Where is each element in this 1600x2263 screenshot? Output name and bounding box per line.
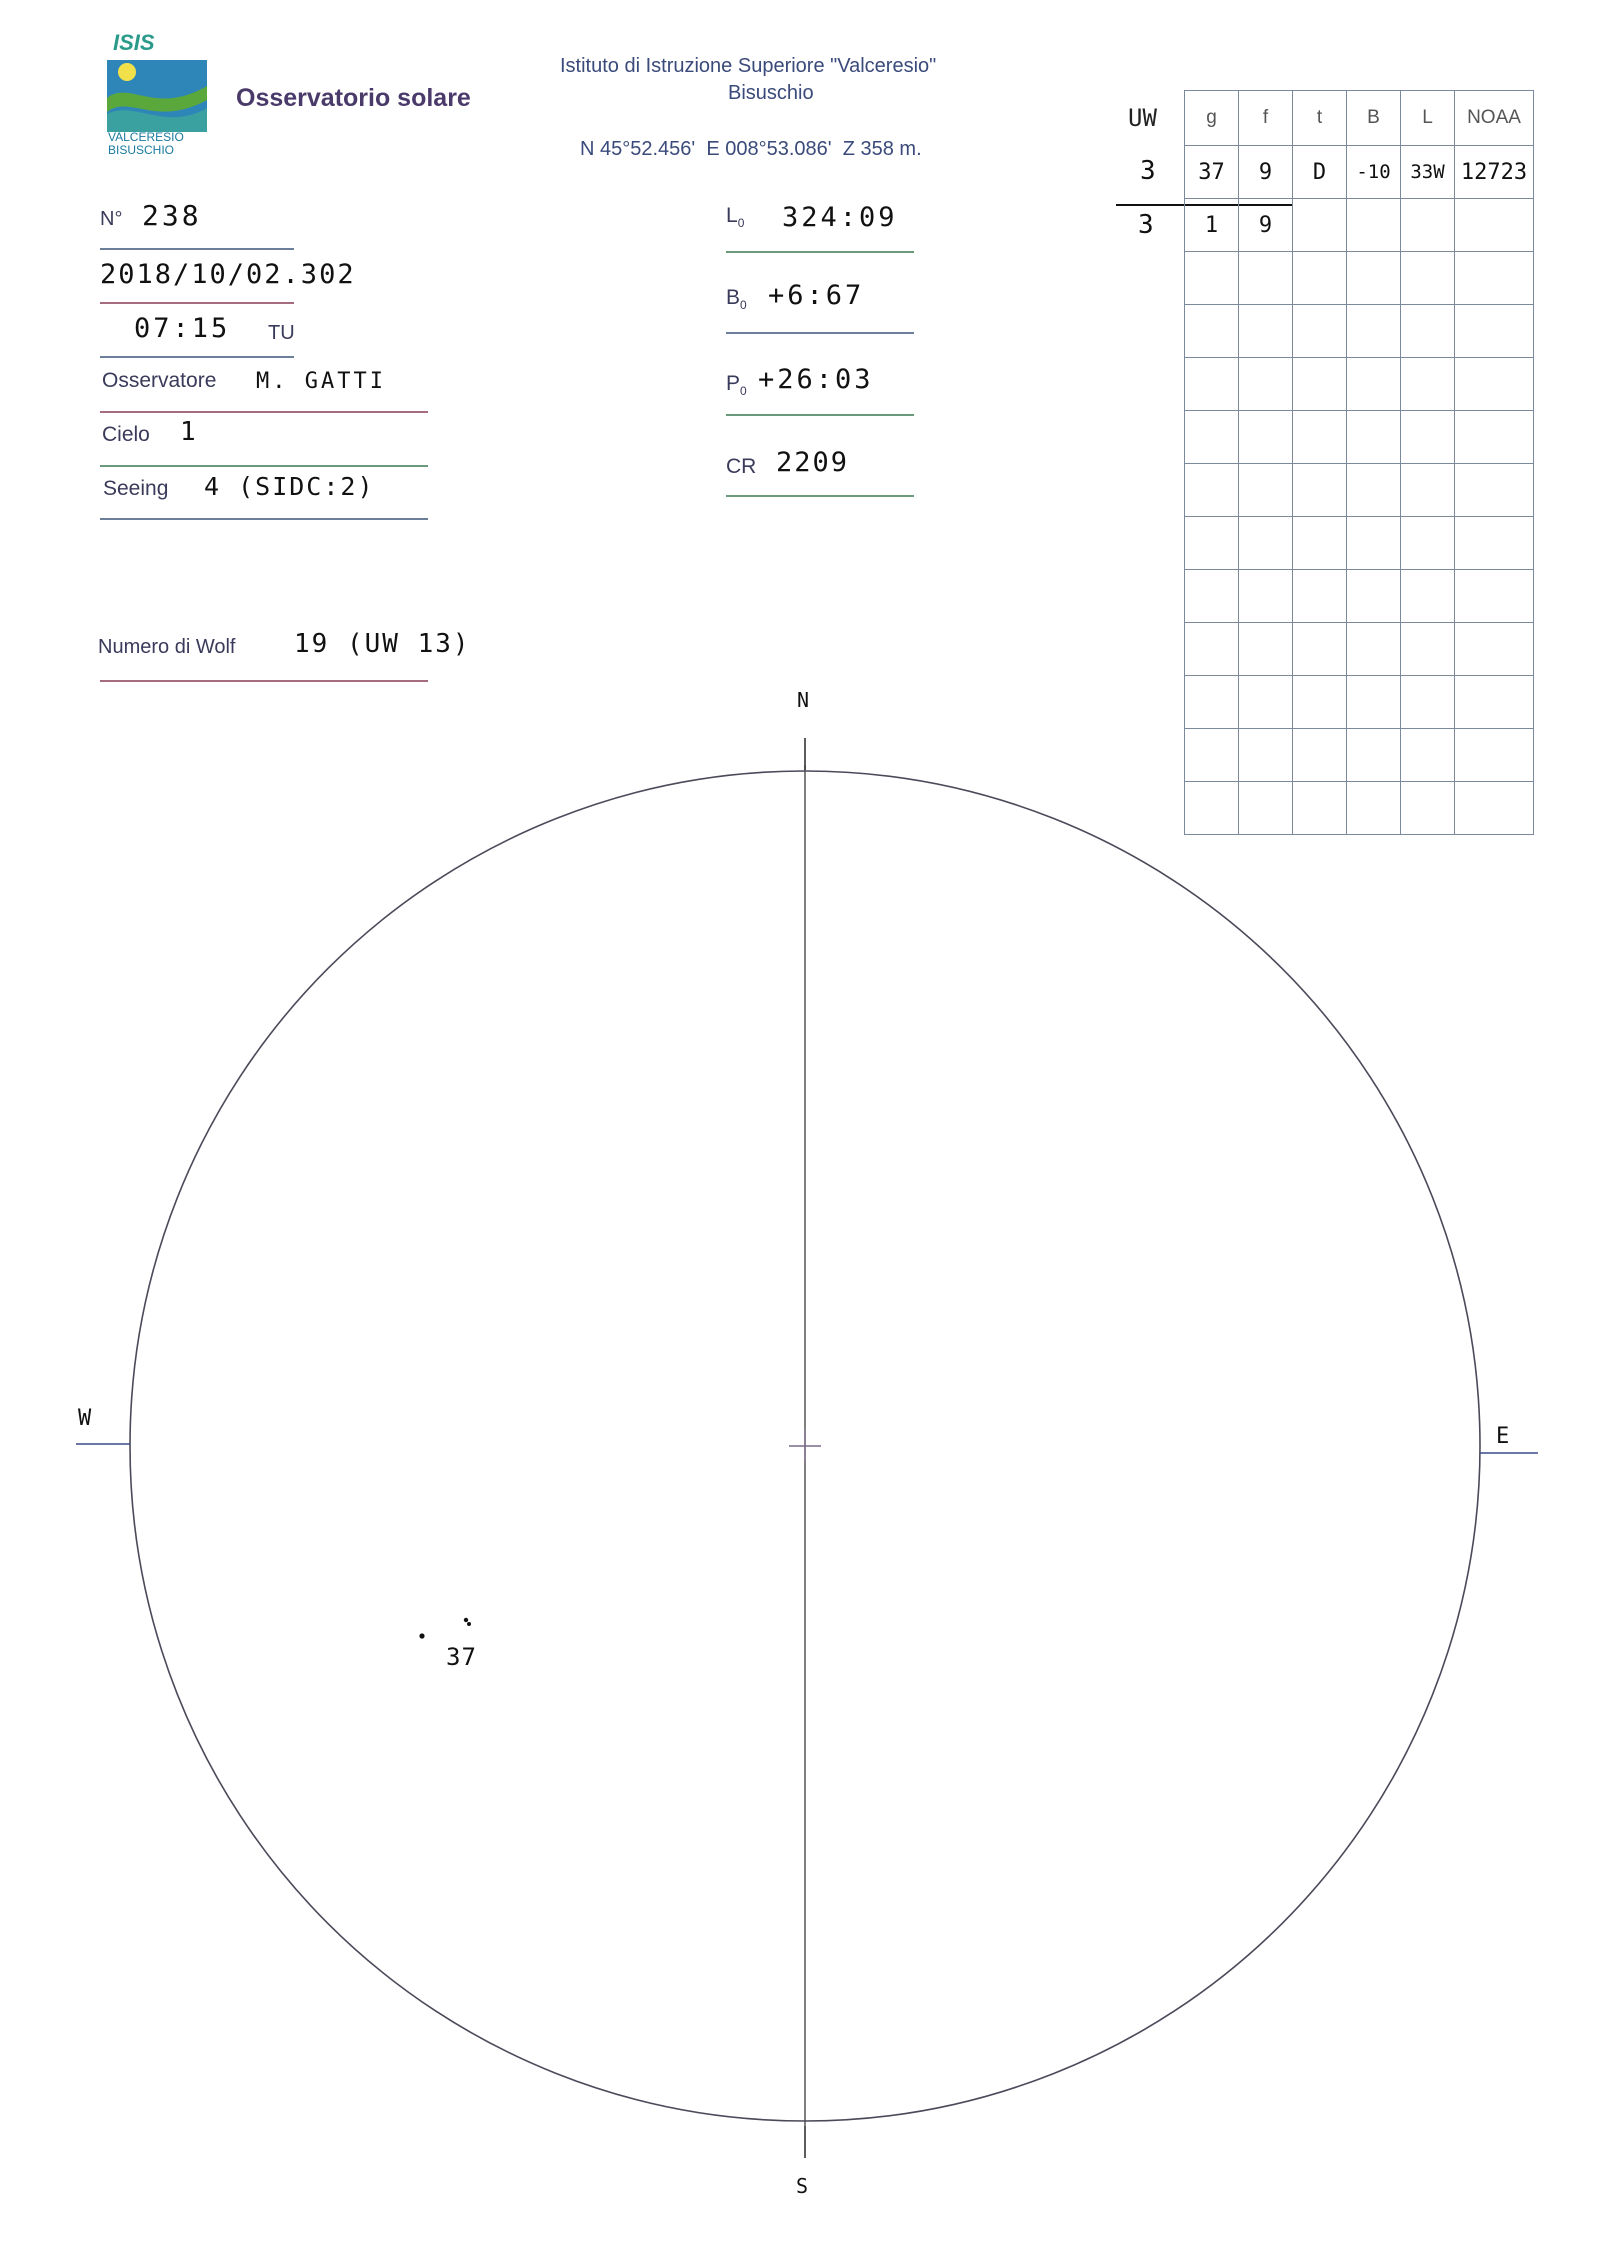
b0-subscript: 0: [740, 298, 747, 313]
table-header-cell: t: [1293, 91, 1347, 146]
table-cell: 9: [1239, 199, 1293, 252]
b0-value: +6:67: [768, 280, 865, 311]
p0-letter: P: [726, 372, 741, 395]
l0-subscript: 0: [737, 216, 745, 231]
west-label: W: [78, 1406, 95, 1431]
table-cell: 1: [1185, 199, 1239, 252]
number-label: N°: [100, 208, 123, 230]
table-cell: 12723: [1455, 146, 1534, 199]
l0-value: 324:09: [782, 202, 898, 233]
date-value: 2018/10/02.302: [100, 259, 356, 290]
observer-value: M. GATTI: [256, 369, 386, 394]
cr-value: 2209: [776, 447, 850, 478]
p0-value: +26:03: [758, 364, 874, 395]
coordinates: N 45°52.456' E 008°53.086' Z 358 m.: [580, 138, 922, 160]
table-cell: 37: [1185, 146, 1239, 199]
cr-label: CR: [726, 455, 757, 478]
institute-town: Bisuschio: [728, 82, 814, 104]
p0-subscript: 0: [740, 384, 747, 399]
logo-text-mark: ISIS: [113, 30, 155, 55]
sky-value: 1: [180, 417, 199, 447]
seeing-value: 4 (SIDC:2): [204, 472, 375, 501]
table-cell: 9: [1239, 146, 1293, 199]
sunspot: [467, 1622, 471, 1626]
logo-sub1: VALCERESIO: [108, 130, 184, 144]
uw-header: UW: [1128, 104, 1157, 132]
table-cell: D: [1293, 146, 1347, 199]
sunspot: [464, 1618, 468, 1622]
east-label: E: [1496, 1424, 1513, 1449]
observer-label: Osservatore: [102, 369, 217, 392]
table-header-cell: f: [1239, 91, 1293, 146]
table-header-cell: B: [1347, 91, 1401, 146]
time-unit: TU: [268, 322, 295, 344]
institute-name: Istituto di Istruzione Superiore "Valceresio": [560, 55, 937, 77]
table-header-cell: NOAA: [1455, 91, 1534, 146]
table-header-cell: g: [1185, 91, 1239, 146]
number-value: 238: [142, 199, 202, 232]
north-label: N: [797, 688, 813, 712]
uw-row-1: 3: [1140, 156, 1156, 186]
seeing-label: Seeing: [103, 477, 169, 500]
b0-letter: B: [726, 286, 741, 309]
table-header-cell: L: [1401, 91, 1455, 146]
wolf-label: Numero di Wolf: [98, 636, 236, 658]
logo-sub2: BISUSCHIO: [108, 143, 175, 157]
table-cell: -10: [1347, 146, 1401, 199]
time-value: 07:15: [134, 313, 231, 344]
page-title: Osservatorio solare: [236, 84, 471, 112]
sunspot: [419, 1633, 424, 1638]
wolf-value: 19 (UW 13): [294, 629, 471, 659]
sunspot-group-label: 37: [446, 1643, 477, 1671]
l0-letter: L: [726, 204, 738, 227]
south-label: S: [796, 2174, 812, 2198]
uw-row-2: 3: [1138, 210, 1154, 240]
table-cell: 33W: [1401, 146, 1455, 199]
sky-label: Cielo: [102, 423, 150, 446]
